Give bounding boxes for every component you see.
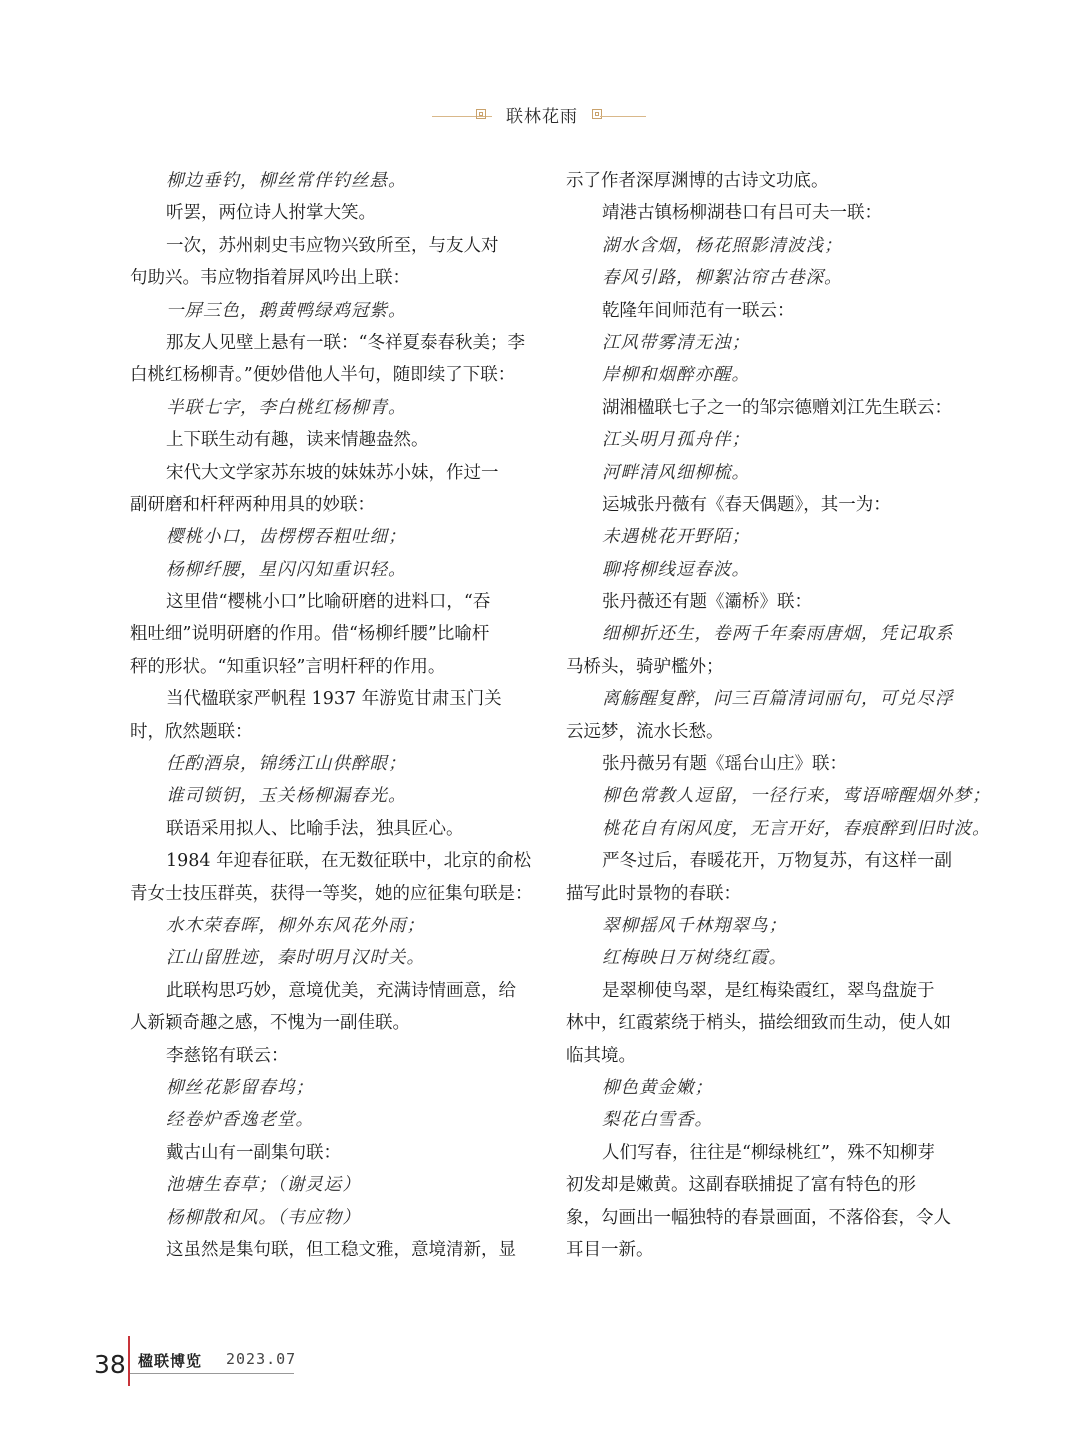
text-line: 张丹薇另有题《瑶台山庄》联： <box>602 754 847 775</box>
page-number: 38 <box>94 1350 126 1379</box>
couplet-line: 春风引路，柳絮沾帘古巷深。 <box>602 268 843 289</box>
couplet-line: 湖水含烟，杨花照影清波浅； <box>602 235 843 256</box>
couplet-line: 半联七字，李白桃红杨柳青。 <box>166 397 407 418</box>
couplet-line: 红梅映日万树绕红霞。 <box>602 948 787 969</box>
text-line: 秤的形状。“知重识轻”言明杆秤的作用。 <box>130 656 446 677</box>
couplet-line: 翠柳摇风千林翔翠鸟； <box>602 915 787 936</box>
ornament-icon <box>592 109 602 119</box>
couplet-line: 水木荣春晖，柳外东风花外雨； <box>166 915 425 936</box>
left-text-column <box>130 165 533 1266</box>
text-line: 初发却是嫩黄。这副春联捕捉了富有特色的形 <box>566 1175 916 1196</box>
text-line: 当代楹联家严帆程 1937 年游览甘肃玉门关 <box>166 689 502 710</box>
text-line: 听罢，两位诗人拊掌大笑。 <box>166 203 376 224</box>
couplet-line: 细柳折还生，卷两千年秦雨唐烟，凭记取系 <box>602 624 954 645</box>
text-line: 描写此时景物的春联： <box>566 883 741 904</box>
couplet-line: 梨花白雪香。 <box>602 1110 713 1131</box>
section-title: 联林花雨 <box>506 107 578 127</box>
text-line: 一次，苏州刺史韦应物兴致所至，与友人对 <box>166 235 499 256</box>
ornament-icon <box>476 109 486 119</box>
text-line: 那友人见壁上悬有一联：“冬祥夏泰春秋美；李 <box>166 332 525 353</box>
text-line: 是翠柳使鸟翠，是红梅染霞红，翠鸟盘旋于 <box>602 980 935 1001</box>
couplet-line: 柳色黄金嫩； <box>602 1077 713 1098</box>
right-text-column <box>566 165 991 1266</box>
text-line: 句助兴。韦应物指着屏风吟出上联： <box>130 268 410 289</box>
text-line: 靖港古镇杨柳湖巷口有吕可夫一联： <box>602 203 882 224</box>
couplet-line: 一屏三色，鹅黄鸭绿鸡冠紫。 <box>166 300 407 321</box>
couplet-line: 未遇桃花开野陌； <box>602 527 750 548</box>
text-line: 上下联生动有趣，读来情趣盎然。 <box>166 430 429 451</box>
section-header <box>0 100 1080 128</box>
magazine-name: 楹联博览 <box>138 1352 203 1370</box>
text-line: 临其境。 <box>566 1045 636 1066</box>
footer-divider <box>128 1336 130 1386</box>
couplet-line: 柳色常教人逗留，一径行来，莺语啼醒烟外梦； <box>602 786 991 807</box>
text-line: 时，欣然题联： <box>130 721 253 742</box>
text-line: 戴古山有一副集句联： <box>166 1142 341 1163</box>
couplet-line: 任酌酒泉，锦绣江山供醉眼； <box>166 754 407 775</box>
couplet-line: 江头明月孤舟伴； <box>602 430 750 451</box>
text-line: 这里借“樱桃小口”比喻研磨的进料口，“吞 <box>166 592 491 613</box>
text-line: 乾隆年间师范有一联云： <box>602 300 795 321</box>
couplet-line: 柳丝花影留春坞； <box>166 1077 314 1098</box>
couplet-line: 柳边垂钓，柳丝常伴钓丝悬。 <box>166 171 407 191</box>
couplet-line: 谁司锁钥，玉关杨柳漏春光。 <box>166 786 407 807</box>
text-line: 示了作者深厚渊博的古诗文功底。 <box>566 171 829 191</box>
text-line: 白桃红杨柳青。”便妙借他人半句，随即续了下联： <box>130 365 516 386</box>
couplet-line: 离觞醒复醉，问三百篇清词丽句，可兑尽浮 <box>602 689 954 710</box>
couplet-line: 经卷炉香逸老堂。 <box>166 1110 314 1131</box>
text-line: 人新颖奇趣之感，不愧为一副佳联。 <box>130 1013 410 1034</box>
text-line: 云远梦，流水长愁。 <box>566 721 724 742</box>
text-line: 运城张丹薇有《春天偶题》，其一为： <box>602 494 891 515</box>
issue-date: 2023.07 <box>226 1350 297 1368</box>
text-line: 1984 年迎春征联，在无数征联中，北京的俞松 <box>166 851 532 872</box>
text-line: 严冬过后，春暖花开，万物复苏，有这样一副 <box>602 851 952 872</box>
text-line: 湖湘楹联七子之一的邹宗德赠刘江先生联云： <box>602 397 952 418</box>
couplet-line: 桃花自有闲风度，无言开好，春痕醉到旧时波。 <box>602 818 991 839</box>
couplet-line: 杨柳散和风。（韦应物） <box>166 1207 361 1228</box>
text-line: 此联构思巧妙，意境优美，充满诗情画意，给 <box>166 980 516 1001</box>
footer-rule <box>130 1373 294 1374</box>
couplet-line: 樱桃小口，齿楞楞吞粗吐细； <box>166 527 407 548</box>
text-line: 副研磨和杆秤两种用具的妙联： <box>130 494 375 515</box>
text-line: 青女士技压群英，获得一等奖，她的应征集句联是： <box>130 883 533 904</box>
couplet-line: 江山留胜迹，秦时明月汉时关。 <box>166 948 425 969</box>
header-rule-right <box>600 116 646 117</box>
couplet-line: 岸柳和烟醉亦醒。 <box>602 365 750 386</box>
text-line: 马桥头，骑驴檻外； <box>566 656 724 677</box>
text-line: 人们写春，往往是“柳绿桃红”，殊不知柳芽 <box>602 1142 935 1163</box>
text-line: 林中，红霞萦绕于梢头，描绘细致而生动，使人如 <box>566 1013 951 1034</box>
text-line: 耳目一新。 <box>566 1239 654 1260</box>
text-line: 这虽然是集句联，但工稳文雅，意境清新，显 <box>166 1239 516 1260</box>
text-line: 张丹薇还有题《灞桥》联： <box>602 592 812 613</box>
page-footer <box>0 1336 1080 1396</box>
text-line: 联语采用拟人、比喻手法，独具匠心。 <box>166 818 464 839</box>
couplet-line: 聊将柳线逗春波。 <box>602 559 750 580</box>
text-line: 象，勾画出一幅独特的春景画面，不落俗套，令人 <box>566 1207 951 1228</box>
text-line: 粗吐细”说明研磨的作用。借“杨柳纤腰”比喻杆 <box>130 624 490 645</box>
text-line: 李慈铭有联云： <box>166 1045 289 1066</box>
couplet-line: 江风带雾清无浊； <box>602 332 750 353</box>
couplet-line: 河畔清风细柳梳。 <box>602 462 750 483</box>
couplet-line: 杨柳纤腰，星闪闪知重识轻。 <box>166 559 407 580</box>
couplet-line: 池塘生春草；（谢灵运） <box>166 1175 361 1196</box>
text-line: 宋代大文学家苏东坡的妹妹苏小妹，作过一 <box>166 462 499 483</box>
